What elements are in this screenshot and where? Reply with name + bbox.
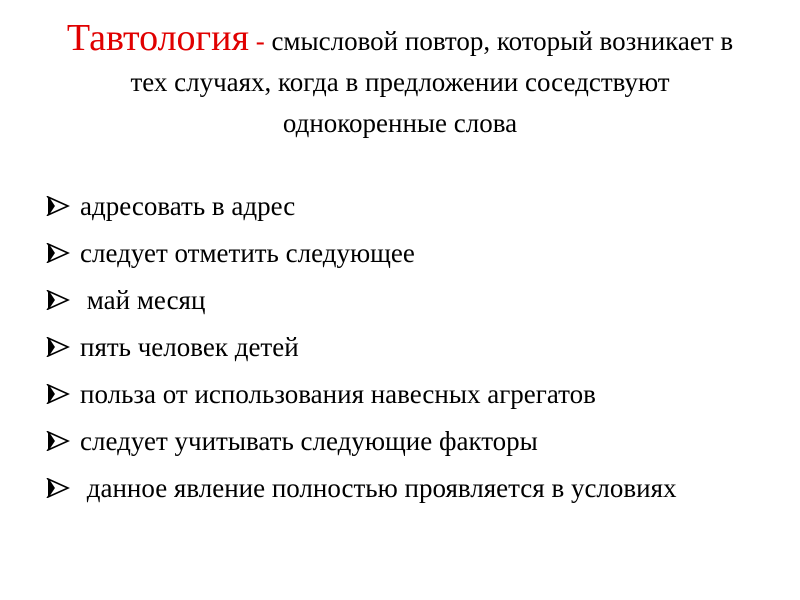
- title-definition: смысловой повтор, который возникает в тех случаях, когда в предложении соседствуют однокоренные слова: [130, 26, 734, 138]
- bullet-list: [46, 188, 746, 517]
- list-item-text: следует учитывать следующие факторы: [80, 426, 538, 456]
- list-item: [46, 329, 746, 365]
- list-item: [46, 423, 746, 459]
- list-item-text: май месяц: [80, 285, 206, 315]
- arrowhead-bullet-icon: [46, 243, 70, 263]
- arrowhead-bullet-icon: [46, 337, 70, 357]
- list-item: [46, 235, 746, 271]
- title-term: Тавтология: [66, 17, 249, 59]
- list-item-text: следует отметить следующее: [80, 238, 415, 268]
- list-item-text: пять человек детей: [80, 332, 299, 362]
- list-item-text: польза от использования навесных агрегатов: [80, 379, 596, 409]
- arrowhead-bullet-icon: [46, 290, 70, 310]
- list-item-text: адресовать в адрес: [80, 191, 296, 221]
- arrowhead-bullet-icon: [46, 196, 70, 216]
- list-item: [46, 188, 746, 224]
- slide-title: [60, 18, 740, 144]
- arrowhead-bullet-icon: [46, 478, 70, 498]
- arrowhead-bullet-icon: [46, 431, 70, 451]
- list-item: [46, 282, 746, 318]
- list-item: [46, 470, 746, 506]
- arrowhead-bullet-icon: [46, 384, 70, 404]
- list-item-text: данное явление полностью проявляется в условиях: [80, 473, 677, 503]
- list-item: [46, 376, 746, 412]
- title-dash: -: [248, 26, 272, 56]
